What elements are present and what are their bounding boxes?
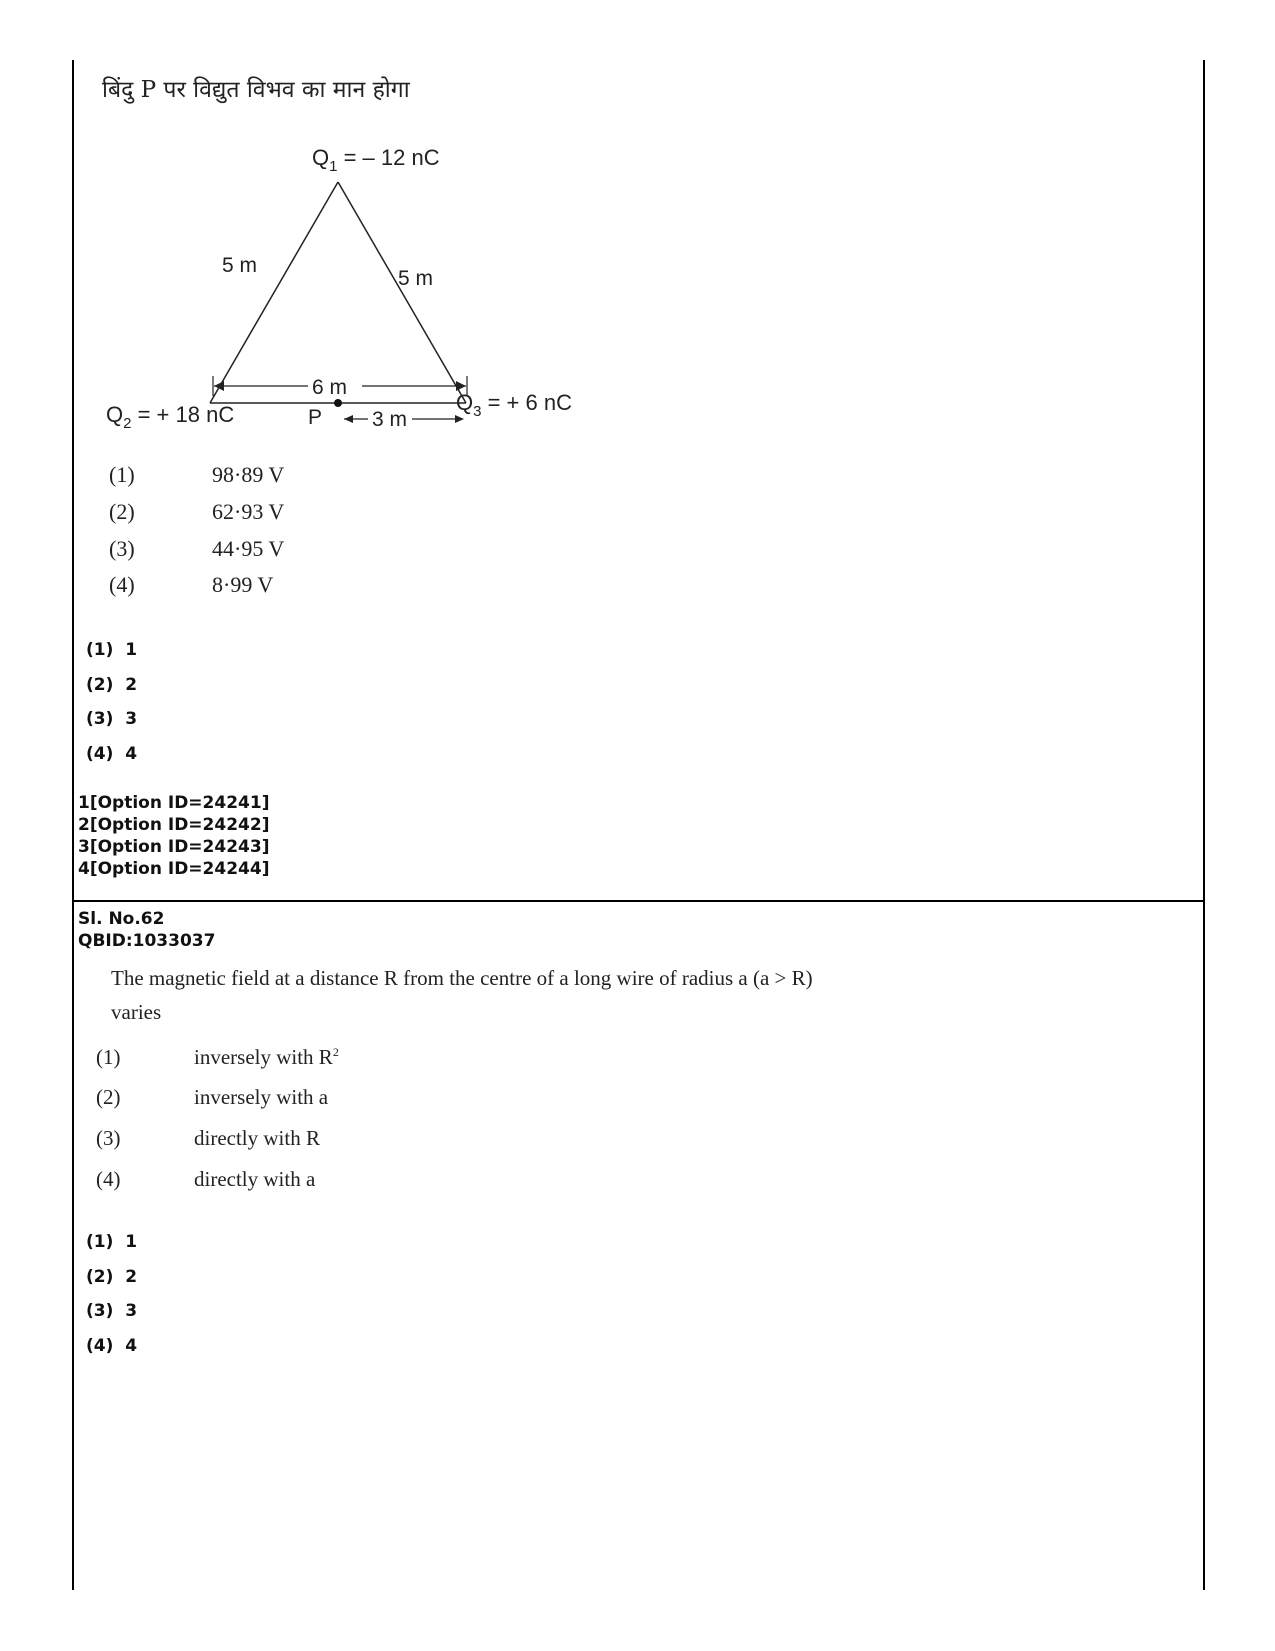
- left-border: [72, 60, 74, 1590]
- q3-label: $Q_3$ = + 6 nC: [456, 390, 572, 420]
- image-option-number: (1): [96, 1045, 121, 1069]
- answer-option[interactable]: (2) 2: [86, 675, 138, 695]
- answer-option[interactable]: (2) 2: [86, 1267, 138, 1287]
- image-option-text: inversely with $R^2$: [194, 1045, 339, 1069]
- arrowhead-3m-left-icon: [344, 415, 353, 423]
- image-option-text: inversely with a: [194, 1085, 329, 1109]
- question-divider: [72, 900, 1204, 902]
- left-side-line: [210, 182, 338, 403]
- answer-option[interactable]: (4) 4: [86, 744, 138, 764]
- image-option-text: 8·99 V: [212, 572, 274, 597]
- question-text-line1: The magnetic field at a distance R from the centre of a long wire of radius a (a > R): [111, 966, 813, 990]
- question-text-hindi: बिंदु P पर विद्युत विभव का मान होगा: [102, 77, 410, 103]
- image-option-number: (4): [109, 572, 135, 597]
- arrowhead-left-icon: [214, 381, 224, 391]
- image-option-number: (3): [96, 1126, 121, 1150]
- question-meta: [78, 908, 215, 952]
- image-option-text: directly with R: [194, 1126, 320, 1150]
- base-label: 6 m: [312, 376, 348, 399]
- image-option-text: 62·93 V: [212, 499, 285, 524]
- image-option-number: (4): [96, 1167, 121, 1191]
- q2-label: $Q_2$ = + 18 nC: [106, 402, 235, 432]
- answer-option[interactable]: (4) 4: [86, 1336, 138, 1356]
- p-label: P: [308, 406, 323, 429]
- option-id: 2[Option ID=24242]: [78, 815, 270, 835]
- right-border: [1203, 60, 1205, 1590]
- option-id: 1[Option ID=24241]: [78, 793, 270, 813]
- image-option-number: (1): [109, 462, 135, 487]
- right-side-line: [338, 182, 466, 403]
- answer-option[interactable]: (3) 3: [86, 709, 138, 729]
- answer-option[interactable]: (3) 3: [86, 1301, 138, 1321]
- arrowhead-3m-right-icon: [455, 415, 464, 423]
- superscript: 2: [332, 1045, 339, 1059]
- image-option-text: directly with a: [194, 1167, 316, 1191]
- right-side-label: 5 m: [398, 267, 434, 290]
- point-p-dot: [334, 399, 342, 407]
- image-option-number: (2): [109, 499, 135, 524]
- option-id-list: [78, 792, 269, 880]
- image-option-text: 44·95 V: [212, 536, 285, 561]
- option-id: 3[Option ID=24243]: [78, 837, 270, 857]
- image-option-number: (2): [96, 1085, 121, 1109]
- serial-number: Sl. No.62: [78, 909, 165, 929]
- image-option-text: 98·89 V: [212, 462, 285, 487]
- answer-option[interactable]: (1) 1: [86, 1232, 138, 1252]
- left-side-label: 5 m: [222, 254, 258, 277]
- option-id: 4[Option ID=24244]: [78, 859, 270, 879]
- triangle-diagram: [100, 130, 620, 450]
- half-base-label: 3 m: [372, 408, 408, 431]
- qbid: QBID:1033037: [78, 931, 216, 951]
- answer-option[interactable]: (1) 1: [86, 640, 138, 660]
- question-text-line2: varies: [111, 1000, 162, 1024]
- q1-label: $Q_1$ = – 12 nC: [312, 145, 440, 175]
- image-option-number: (3): [109, 536, 135, 561]
